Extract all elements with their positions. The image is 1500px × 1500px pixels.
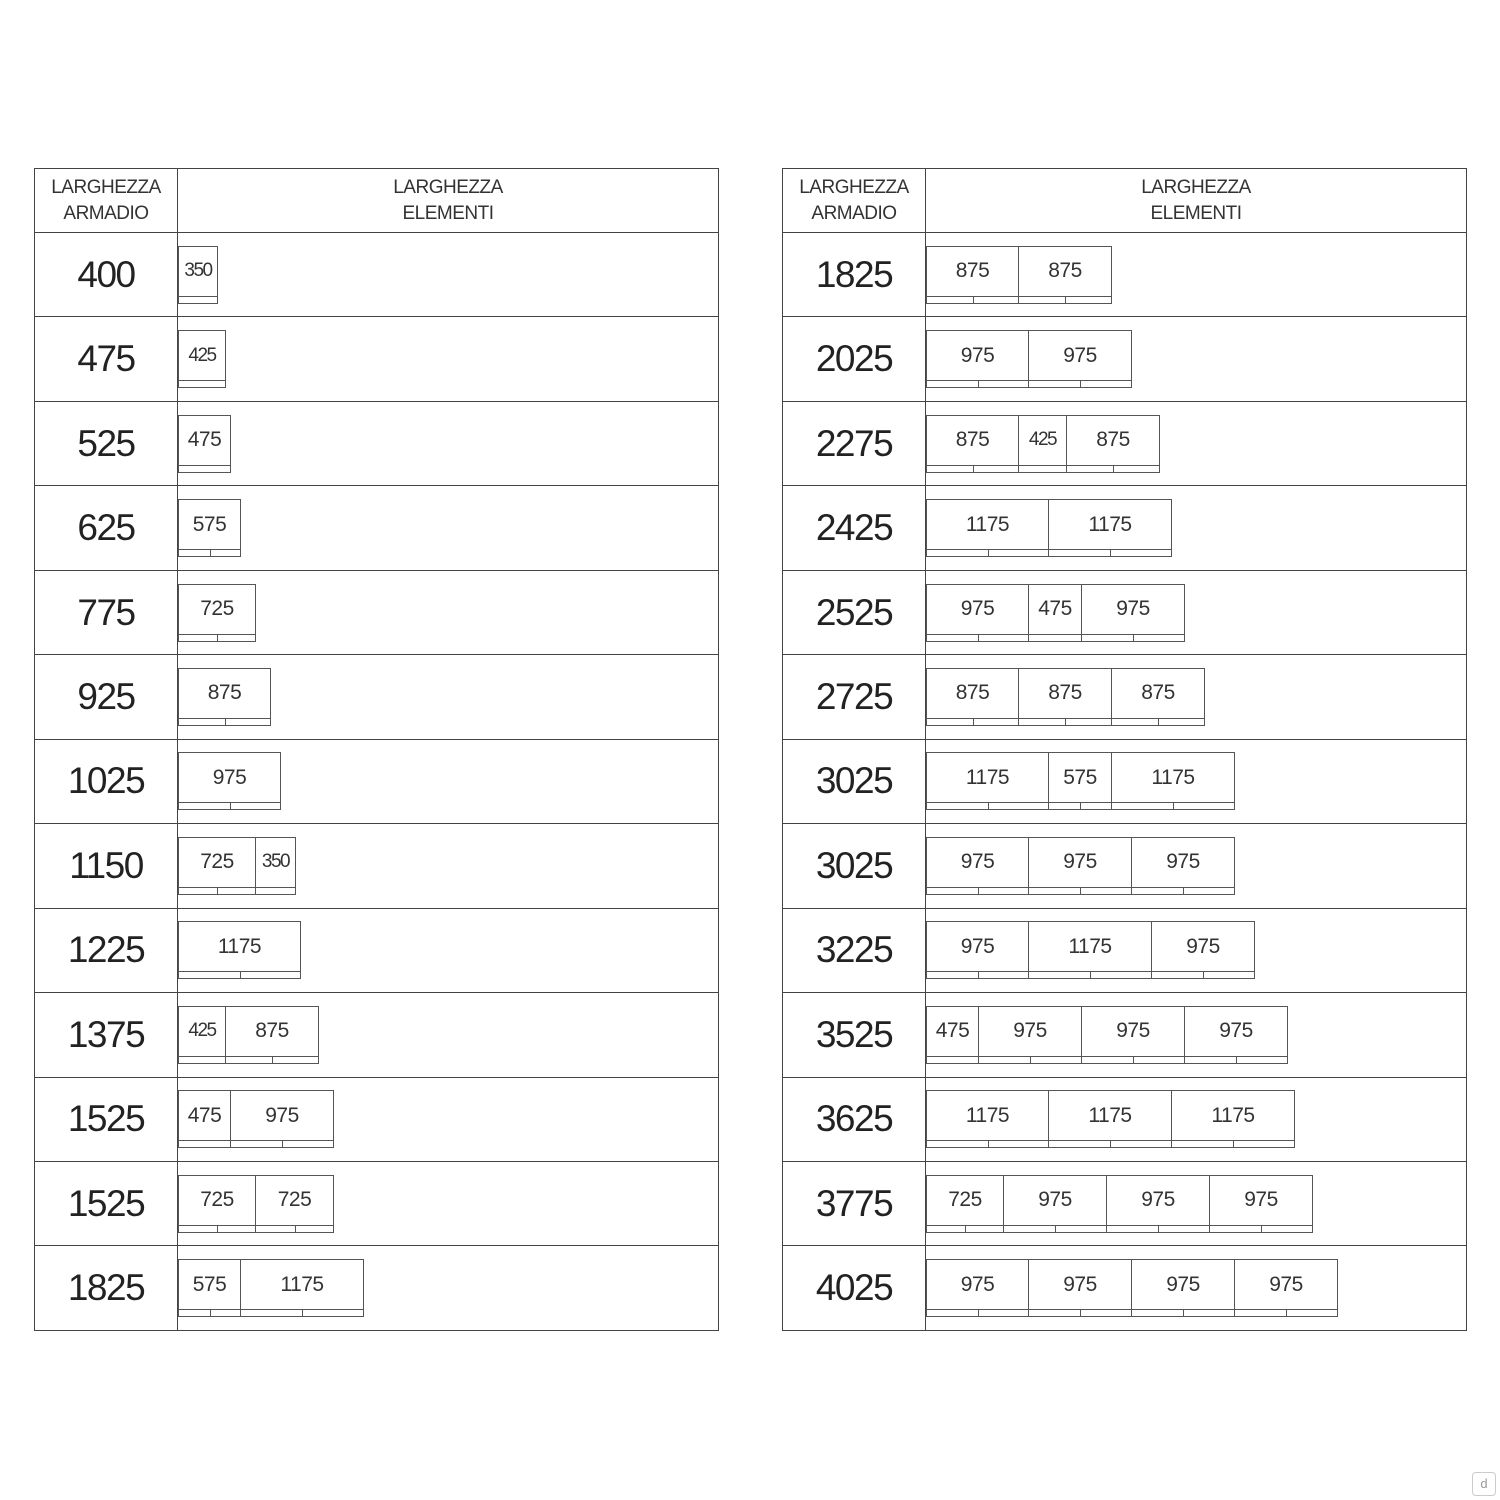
element-base — [1019, 296, 1111, 303]
wardrobe-element — [178, 837, 256, 895]
wardrobe-element — [1185, 1006, 1288, 1064]
element-base — [1029, 887, 1131, 894]
element-base — [1067, 465, 1159, 472]
table-row — [783, 570, 1467, 654]
element-width-label: 475 — [187, 1103, 222, 1127]
wardrobe-element — [979, 1006, 1082, 1064]
element-width-label: 875 — [1048, 259, 1082, 283]
wardrobe-element — [241, 1259, 364, 1317]
wardrobe-diagram — [926, 668, 1466, 726]
element-width-label: 1175 — [965, 512, 1010, 536]
element-base — [927, 634, 1028, 641]
element-width-label: 975 — [1038, 1188, 1072, 1212]
wardrobe-element — [178, 246, 218, 304]
wardrobe-element — [926, 1090, 1049, 1148]
element-width-label: 975 — [1141, 1188, 1175, 1212]
wardrobe-element — [1132, 1259, 1235, 1317]
wardrobe-element — [256, 1175, 334, 1233]
wardrobe-element — [926, 752, 1049, 810]
element-width-label: 875 — [207, 681, 242, 705]
table-row — [35, 1161, 719, 1245]
element-width-label: 975 — [1244, 1188, 1278, 1212]
wardrobe-element — [926, 1006, 979, 1064]
element-layout-cell — [178, 908, 719, 992]
element-width-label: 975 — [212, 765, 247, 789]
element-width-label: 875 — [255, 1019, 289, 1043]
element-width-label: 975 — [265, 1103, 299, 1127]
element-base — [1029, 971, 1151, 978]
element-width-label: 425 — [1028, 429, 1057, 451]
element-base — [1049, 549, 1171, 556]
element-base — [1082, 1056, 1184, 1063]
element-width-label: 875 — [1141, 681, 1175, 705]
table-row — [783, 993, 1467, 1077]
element-base — [1049, 802, 1111, 809]
wardrobe-diagram — [178, 1090, 718, 1148]
wardrobe-width-value: 3225 — [783, 908, 926, 992]
element-base — [1132, 1309, 1234, 1316]
wardrobe-width-value: 400 — [35, 233, 178, 317]
corner-logo-icon: d — [1472, 1472, 1496, 1496]
table-header-row — [35, 169, 719, 233]
wardrobe-element — [1049, 499, 1172, 557]
element-layout-cell — [926, 401, 1467, 485]
element-base — [1172, 1140, 1294, 1147]
element-width-label: 725 — [200, 597, 234, 621]
element-base — [179, 380, 225, 387]
element-layout-cell — [178, 1161, 719, 1245]
wardrobe-width-value: 3525 — [783, 993, 926, 1077]
wardrobe-element — [178, 499, 241, 557]
element-base — [226, 1056, 318, 1063]
element-width-header: LARGHEZZA ELEMENTI — [926, 169, 1467, 233]
element-layout-cell — [926, 655, 1467, 739]
wardrobe-width-value: 2425 — [783, 486, 926, 570]
element-width-label: 725 — [948, 1188, 982, 1212]
element-layout-cell — [178, 570, 719, 654]
wardrobe-diagram — [178, 1006, 718, 1064]
wardrobe-element — [1112, 752, 1235, 810]
wardrobe-element — [926, 584, 1029, 642]
wardrobe-element — [1172, 1090, 1295, 1148]
element-base — [927, 1225, 1003, 1232]
wardrobe-width-value: 3025 — [783, 824, 926, 908]
element-base — [179, 1225, 255, 1232]
element-layout-cell — [926, 1246, 1467, 1331]
wardrobe-element — [1019, 415, 1067, 473]
wardrobe-width-value: 3775 — [783, 1161, 926, 1245]
element-base — [1029, 1309, 1131, 1316]
wardrobe-diagram — [178, 921, 718, 979]
element-width-label: 975 — [960, 343, 995, 367]
element-base — [927, 971, 1028, 978]
wardrobe-element — [178, 1090, 231, 1148]
element-layout-cell — [178, 739, 719, 823]
wardrobe-element — [1049, 752, 1112, 810]
element-width-label: 975 — [960, 934, 995, 958]
wardrobe-element — [926, 1259, 1029, 1317]
element-width-label: 975 — [1186, 934, 1220, 958]
table-row — [35, 570, 719, 654]
element-base — [179, 718, 270, 725]
wardrobe-element — [178, 921, 301, 979]
wardrobe-width-value: 625 — [35, 486, 178, 570]
element-base — [256, 1225, 333, 1232]
element-base — [927, 1309, 1028, 1316]
wardrobe-width-value: 525 — [35, 401, 178, 485]
element-base — [1235, 1309, 1337, 1316]
element-layout-cell — [926, 486, 1467, 570]
wardrobe-element — [1132, 837, 1235, 895]
element-layout-cell — [178, 993, 719, 1077]
wardrobe-element — [1029, 330, 1132, 388]
element-base — [1152, 971, 1254, 978]
wardrobe-diagram — [178, 1175, 718, 1233]
table-row — [783, 824, 1467, 908]
element-width-label: 975 — [1063, 850, 1097, 874]
element-width-label: 475 — [187, 428, 222, 452]
wardrobe-element — [1049, 1090, 1172, 1148]
wardrobe-element — [231, 1090, 334, 1148]
wardrobe-width-value: 1375 — [35, 993, 178, 1077]
element-width-label: 975 — [960, 1272, 995, 1296]
wardrobe-element — [1019, 246, 1112, 304]
element-width-label: 975 — [1116, 1019, 1150, 1043]
wardrobe-element — [226, 1006, 319, 1064]
wardrobe-width-value: 1225 — [35, 908, 178, 992]
wardrobe-element — [926, 499, 1049, 557]
element-width-label: 1175 — [1088, 512, 1132, 536]
element-width-label: 975 — [1166, 850, 1200, 874]
element-width-label: 975 — [960, 850, 995, 874]
element-base — [179, 1309, 240, 1316]
wardrobe-element — [926, 246, 1019, 304]
element-layout-cell — [926, 908, 1467, 992]
wardrobe-element — [1152, 921, 1255, 979]
table-row — [35, 317, 719, 401]
element-width-label: 975 — [1219, 1019, 1253, 1043]
wardrobe-element — [1029, 837, 1132, 895]
wardrobe-diagram — [178, 837, 718, 895]
element-base — [179, 634, 255, 641]
element-width-label: 1175 — [1151, 765, 1195, 789]
element-layout-cell — [178, 401, 719, 485]
element-width-label: 975 — [1166, 1272, 1200, 1296]
table-row — [35, 655, 719, 739]
element-base — [231, 1140, 333, 1147]
element-width-label: 975 — [960, 597, 995, 621]
wardrobe-width-value: 475 — [35, 317, 178, 401]
element-base — [1132, 887, 1234, 894]
element-base — [1029, 380, 1131, 387]
element-base — [927, 465, 1018, 472]
element-base — [179, 465, 230, 472]
table-row — [35, 908, 719, 992]
wardrobe-element — [178, 668, 271, 726]
element-layout-cell — [178, 486, 719, 570]
element-base — [979, 1056, 1081, 1063]
table-row — [783, 486, 1467, 570]
wardrobe-element — [178, 752, 281, 810]
element-layout-cell — [178, 317, 719, 401]
element-base — [1185, 1056, 1287, 1063]
wardrobe-element — [1210, 1175, 1313, 1233]
element-width-label: 975 — [1063, 343, 1097, 367]
wardrobe-diagram — [926, 752, 1466, 810]
wardrobe-diagram — [178, 330, 718, 388]
wardrobe-width-value: 2275 — [783, 401, 926, 485]
wardrobe-diagram — [926, 1259, 1466, 1317]
wardrobe-element — [1067, 415, 1160, 473]
wardrobe-element — [926, 330, 1029, 388]
wardrobe-diagram — [926, 584, 1466, 642]
element-base — [241, 1309, 363, 1316]
wardrobe-width-value: 1525 — [35, 1161, 178, 1245]
element-layout-cell — [926, 233, 1467, 317]
element-width-label: 350 — [184, 260, 212, 282]
wardrobe-element — [926, 415, 1019, 473]
element-layout-cell — [178, 233, 719, 317]
element-width-label: 1175 — [1211, 1103, 1255, 1127]
element-width-label: 875 — [1048, 681, 1082, 705]
element-width-label: 725 — [277, 1188, 312, 1212]
wardrobe-element — [1029, 1259, 1132, 1317]
element-width-label: 725 — [200, 850, 234, 874]
element-base — [927, 1056, 978, 1063]
wardrobe-element — [926, 668, 1019, 726]
wardrobe-width-value: 2525 — [783, 570, 926, 654]
wardrobe-diagram — [178, 1259, 718, 1317]
element-base — [179, 1056, 225, 1063]
table-row — [783, 401, 1467, 485]
element-layout-cell — [926, 993, 1467, 1077]
table-row — [35, 824, 719, 908]
wardrobe-diagram — [926, 1090, 1466, 1148]
wardrobe-element — [1082, 1006, 1185, 1064]
element-width-label: 575 — [192, 512, 227, 536]
element-layout-cell — [926, 824, 1467, 908]
wardrobe-element — [926, 1175, 1004, 1233]
element-width-label: 350 — [261, 851, 290, 873]
wardrobe-element — [1029, 921, 1152, 979]
element-width-label: 1175 — [280, 1272, 324, 1296]
element-base — [1210, 1225, 1312, 1232]
wardrobe-element — [1235, 1259, 1338, 1317]
wardrobe-diagram — [926, 1175, 1466, 1233]
wardrobe-element — [178, 330, 226, 388]
table-row — [783, 1161, 1467, 1245]
wardrobe-element — [1082, 584, 1185, 642]
table-row — [35, 739, 719, 823]
wardrobe-diagram — [926, 921, 1466, 979]
element-width-label: 425 — [188, 344, 216, 366]
element-layout-cell — [178, 1077, 719, 1161]
wardrobe-diagram — [178, 752, 718, 810]
wardrobe-diagram — [178, 415, 718, 473]
element-base — [179, 549, 240, 556]
element-base — [179, 1140, 230, 1147]
wardrobe-width-value: 925 — [35, 655, 178, 739]
element-width-label: 875 — [1096, 428, 1130, 452]
wardrobe-width-header: LARGHEZZA ARMADIO — [35, 169, 178, 233]
wardrobe-diagram — [926, 837, 1466, 895]
element-width-label: 1175 — [1088, 1103, 1132, 1127]
wardrobe-element — [1112, 668, 1205, 726]
wardrobe-width-header: LARGHEZZA ARMADIO — [783, 169, 926, 233]
wardrobe-element — [178, 1175, 256, 1233]
element-layout-cell — [926, 1161, 1467, 1245]
table-row — [783, 908, 1467, 992]
wardrobe-width-value: 775 — [35, 570, 178, 654]
element-layout-cell — [926, 1077, 1467, 1161]
element-base — [1082, 634, 1184, 641]
element-layout-cell — [178, 1246, 719, 1331]
wardrobe-width-value: 2725 — [783, 655, 926, 739]
wardrobe-diagram — [926, 499, 1466, 557]
element-base — [927, 549, 1048, 556]
wardrobe-diagram — [926, 1006, 1466, 1064]
wardrobe-diagram — [178, 584, 718, 642]
wardrobe-element — [926, 837, 1029, 895]
element-base — [179, 296, 217, 303]
element-width-label: 1175 — [965, 1103, 1010, 1127]
table-row — [35, 993, 719, 1077]
wardrobe-element — [1029, 584, 1082, 642]
element-width-label: 1175 — [217, 934, 262, 958]
wardrobe-width-value: 4025 — [783, 1246, 926, 1331]
element-base — [1019, 718, 1111, 725]
element-width-label: 425 — [188, 1020, 216, 1042]
wardrobe-element — [178, 1259, 241, 1317]
element-width-label: 875 — [955, 681, 990, 705]
wardrobe-element — [178, 1006, 226, 1064]
element-width-label: 975 — [1063, 1272, 1097, 1296]
element-base — [179, 802, 280, 809]
wardrobe-element — [1107, 1175, 1210, 1233]
wardrobe-diagram — [178, 668, 718, 726]
wardrobe-width-value: 3025 — [783, 739, 926, 823]
element-base — [256, 887, 295, 894]
table-row — [783, 233, 1467, 317]
wardrobe-diagram — [926, 415, 1466, 473]
wardrobe-width-value: 1150 — [35, 824, 178, 908]
element-width-label: 875 — [955, 259, 990, 283]
table-row — [783, 317, 1467, 401]
table-row — [35, 1246, 719, 1331]
element-base — [1112, 802, 1234, 809]
wardrobe-width-value: 3625 — [783, 1077, 926, 1161]
wardrobe-width-value: 1025 — [35, 739, 178, 823]
element-base — [927, 296, 1018, 303]
table-row — [35, 233, 719, 317]
element-base — [1029, 634, 1081, 641]
wardrobe-width-value: 1825 — [783, 233, 926, 317]
element-base — [1107, 1225, 1209, 1232]
element-width-header: LARGHEZZA ELEMENTI — [178, 169, 719, 233]
table-row — [783, 1077, 1467, 1161]
element-width-label: 975 — [1013, 1019, 1047, 1043]
wardrobe-element — [178, 584, 256, 642]
element-width-label: 725 — [200, 1188, 234, 1212]
table-row — [35, 486, 719, 570]
table-row — [35, 401, 719, 485]
wardrobe-width-table-right — [782, 168, 1467, 1331]
table-row — [783, 655, 1467, 739]
element-base — [927, 1140, 1048, 1147]
wardrobe-element — [178, 415, 231, 473]
wardrobe-diagram — [926, 246, 1466, 304]
element-base — [1004, 1225, 1106, 1232]
element-width-label: 575 — [1063, 765, 1097, 789]
element-base — [1019, 465, 1066, 472]
wardrobe-diagram — [926, 330, 1466, 388]
element-width-label: 975 — [1116, 597, 1150, 621]
table-header-row — [783, 169, 1467, 233]
element-width-label: 1175 — [1068, 934, 1112, 958]
table-row — [35, 1077, 719, 1161]
table-row — [783, 739, 1467, 823]
element-base — [927, 380, 1028, 387]
element-layout-cell — [926, 739, 1467, 823]
wardrobe-diagram — [178, 499, 718, 557]
element-width-label: 975 — [1269, 1272, 1303, 1296]
element-base — [927, 802, 1048, 809]
wardrobe-width-value: 1525 — [35, 1077, 178, 1161]
wardrobe-element — [1004, 1175, 1107, 1233]
wardrobe-element — [1019, 668, 1112, 726]
element-layout-cell — [178, 655, 719, 739]
element-layout-cell — [178, 824, 719, 908]
element-base — [1049, 1140, 1171, 1147]
element-width-label: 575 — [192, 1272, 227, 1296]
wardrobe-element — [926, 921, 1029, 979]
element-base — [1112, 718, 1204, 725]
wardrobe-width-value: 2025 — [783, 317, 926, 401]
element-base — [179, 971, 300, 978]
wardrobe-diagram — [178, 246, 718, 304]
wardrobe-element — [256, 837, 296, 895]
element-layout-cell — [926, 570, 1467, 654]
table-row — [783, 1246, 1467, 1331]
element-width-label: 475 — [935, 1019, 970, 1043]
wardrobe-width-table-left — [34, 168, 719, 1331]
element-width-label: 475 — [1038, 597, 1072, 621]
element-base — [927, 718, 1018, 725]
element-base — [179, 887, 255, 894]
element-base — [927, 887, 1028, 894]
wardrobe-width-value: 1825 — [35, 1246, 178, 1331]
element-width-label: 875 — [955, 428, 990, 452]
element-layout-cell — [926, 317, 1467, 401]
element-width-label: 1175 — [965, 765, 1010, 789]
